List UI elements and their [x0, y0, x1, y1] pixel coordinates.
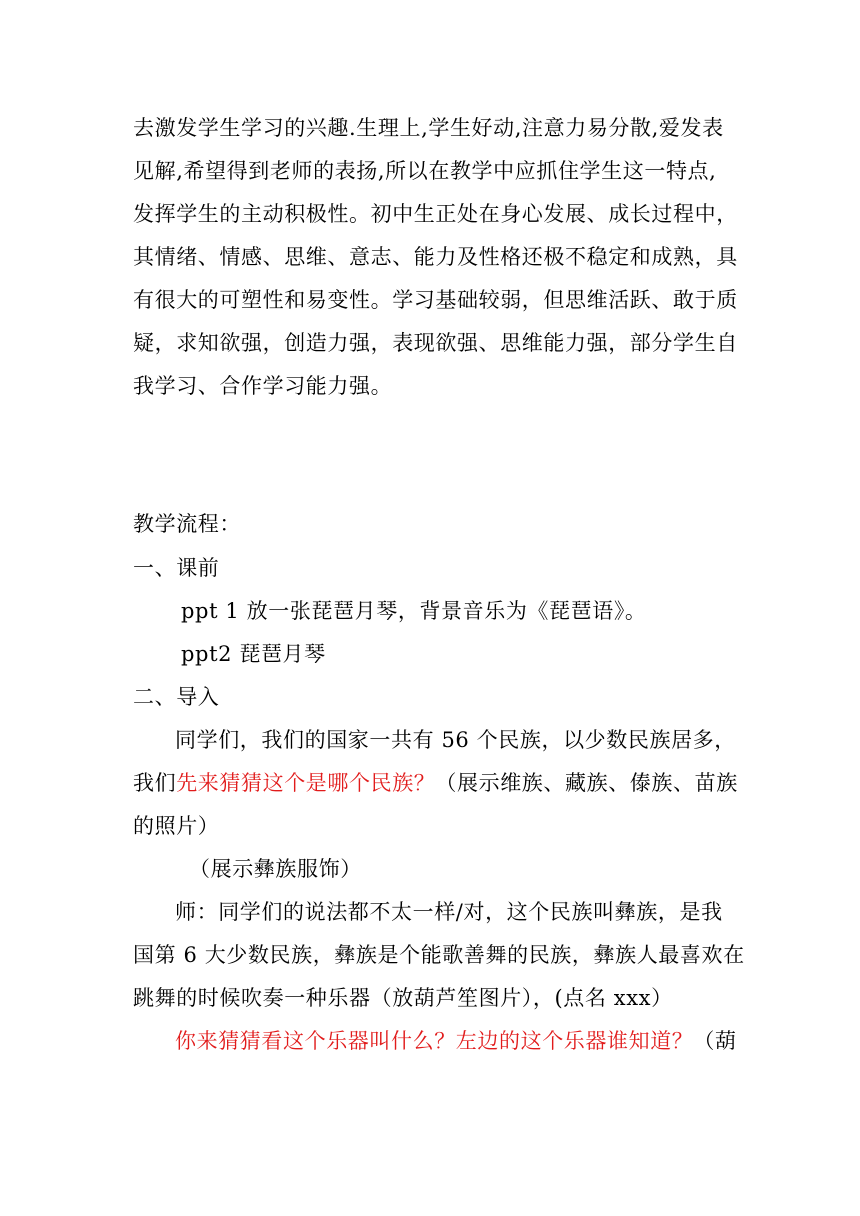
costume-note: （展示彝族服饰）: [189, 857, 362, 881]
paragraph-line: 其情绪、情感、思维、意志、能力及性格还极不稳定和成熟，具: [133, 245, 738, 269]
intro-line: 同学们，我们的国家一共有 56 个民族，以少数民族居多，: [175, 728, 736, 752]
paragraph-line: 疑，求知欲强，创造力强，表现欲强、思维能力强，部分学生自: [133, 331, 738, 355]
paragraph-line: 有很大的可塑性和易变性。学习基础较弱，但思维活跃、敢于质: [133, 288, 738, 312]
ppt-item: ppt2 琵琶月琴: [181, 642, 326, 666]
section-heading: 一、课前: [133, 556, 220, 580]
intro-text: 我们: [133, 771, 177, 795]
intro-line: 的照片）: [133, 814, 220, 838]
teacher-line: 跳舞的时候吹奏一种乐器（放葫芦笙图片），(点名 xxx）: [133, 986, 673, 1010]
paragraph-line: 见解,希望得到老师的表扬,所以在教学中应抓住学生这一特点,: [133, 159, 717, 183]
intro-text: （展示维族、藏族、傣族、苗族: [435, 771, 738, 795]
teacher-line: 国第 6 大少数民族，彝族是个能歌善舞的民族，彝族人最喜欢在: [133, 943, 745, 967]
paragraph-line: 我学习、合作学习能力强。: [133, 374, 393, 398]
question-text: （葫: [693, 1029, 737, 1053]
section-heading: 二、导入: [133, 685, 220, 709]
paragraph-line: 去激发学生学习的兴趣.生理上,学生好动,注意力易分散,爱发表: [133, 116, 724, 140]
question-highlight: 你来猜猜看这个乐器叫什么？左边的这个乐器谁知道？: [175, 1029, 694, 1053]
intro-question-highlight: 先来猜猜这个是哪个民族？: [176, 771, 436, 795]
section-title: 教学流程：: [133, 512, 241, 536]
ppt-item: ppt 1 放一张琵琶月琴，背景音乐为《琵琶语》。: [181, 599, 647, 623]
intro-line: [133, 771, 738, 795]
teacher-line: 师：同学们的说法都不太一样/对，这个民族叫彝族，是我: [175, 900, 723, 924]
paragraph-line: 发挥学生的主动积极性。初中生正处在身心发展、成长过程中，: [133, 202, 738, 226]
question-line: [175, 1029, 737, 1053]
